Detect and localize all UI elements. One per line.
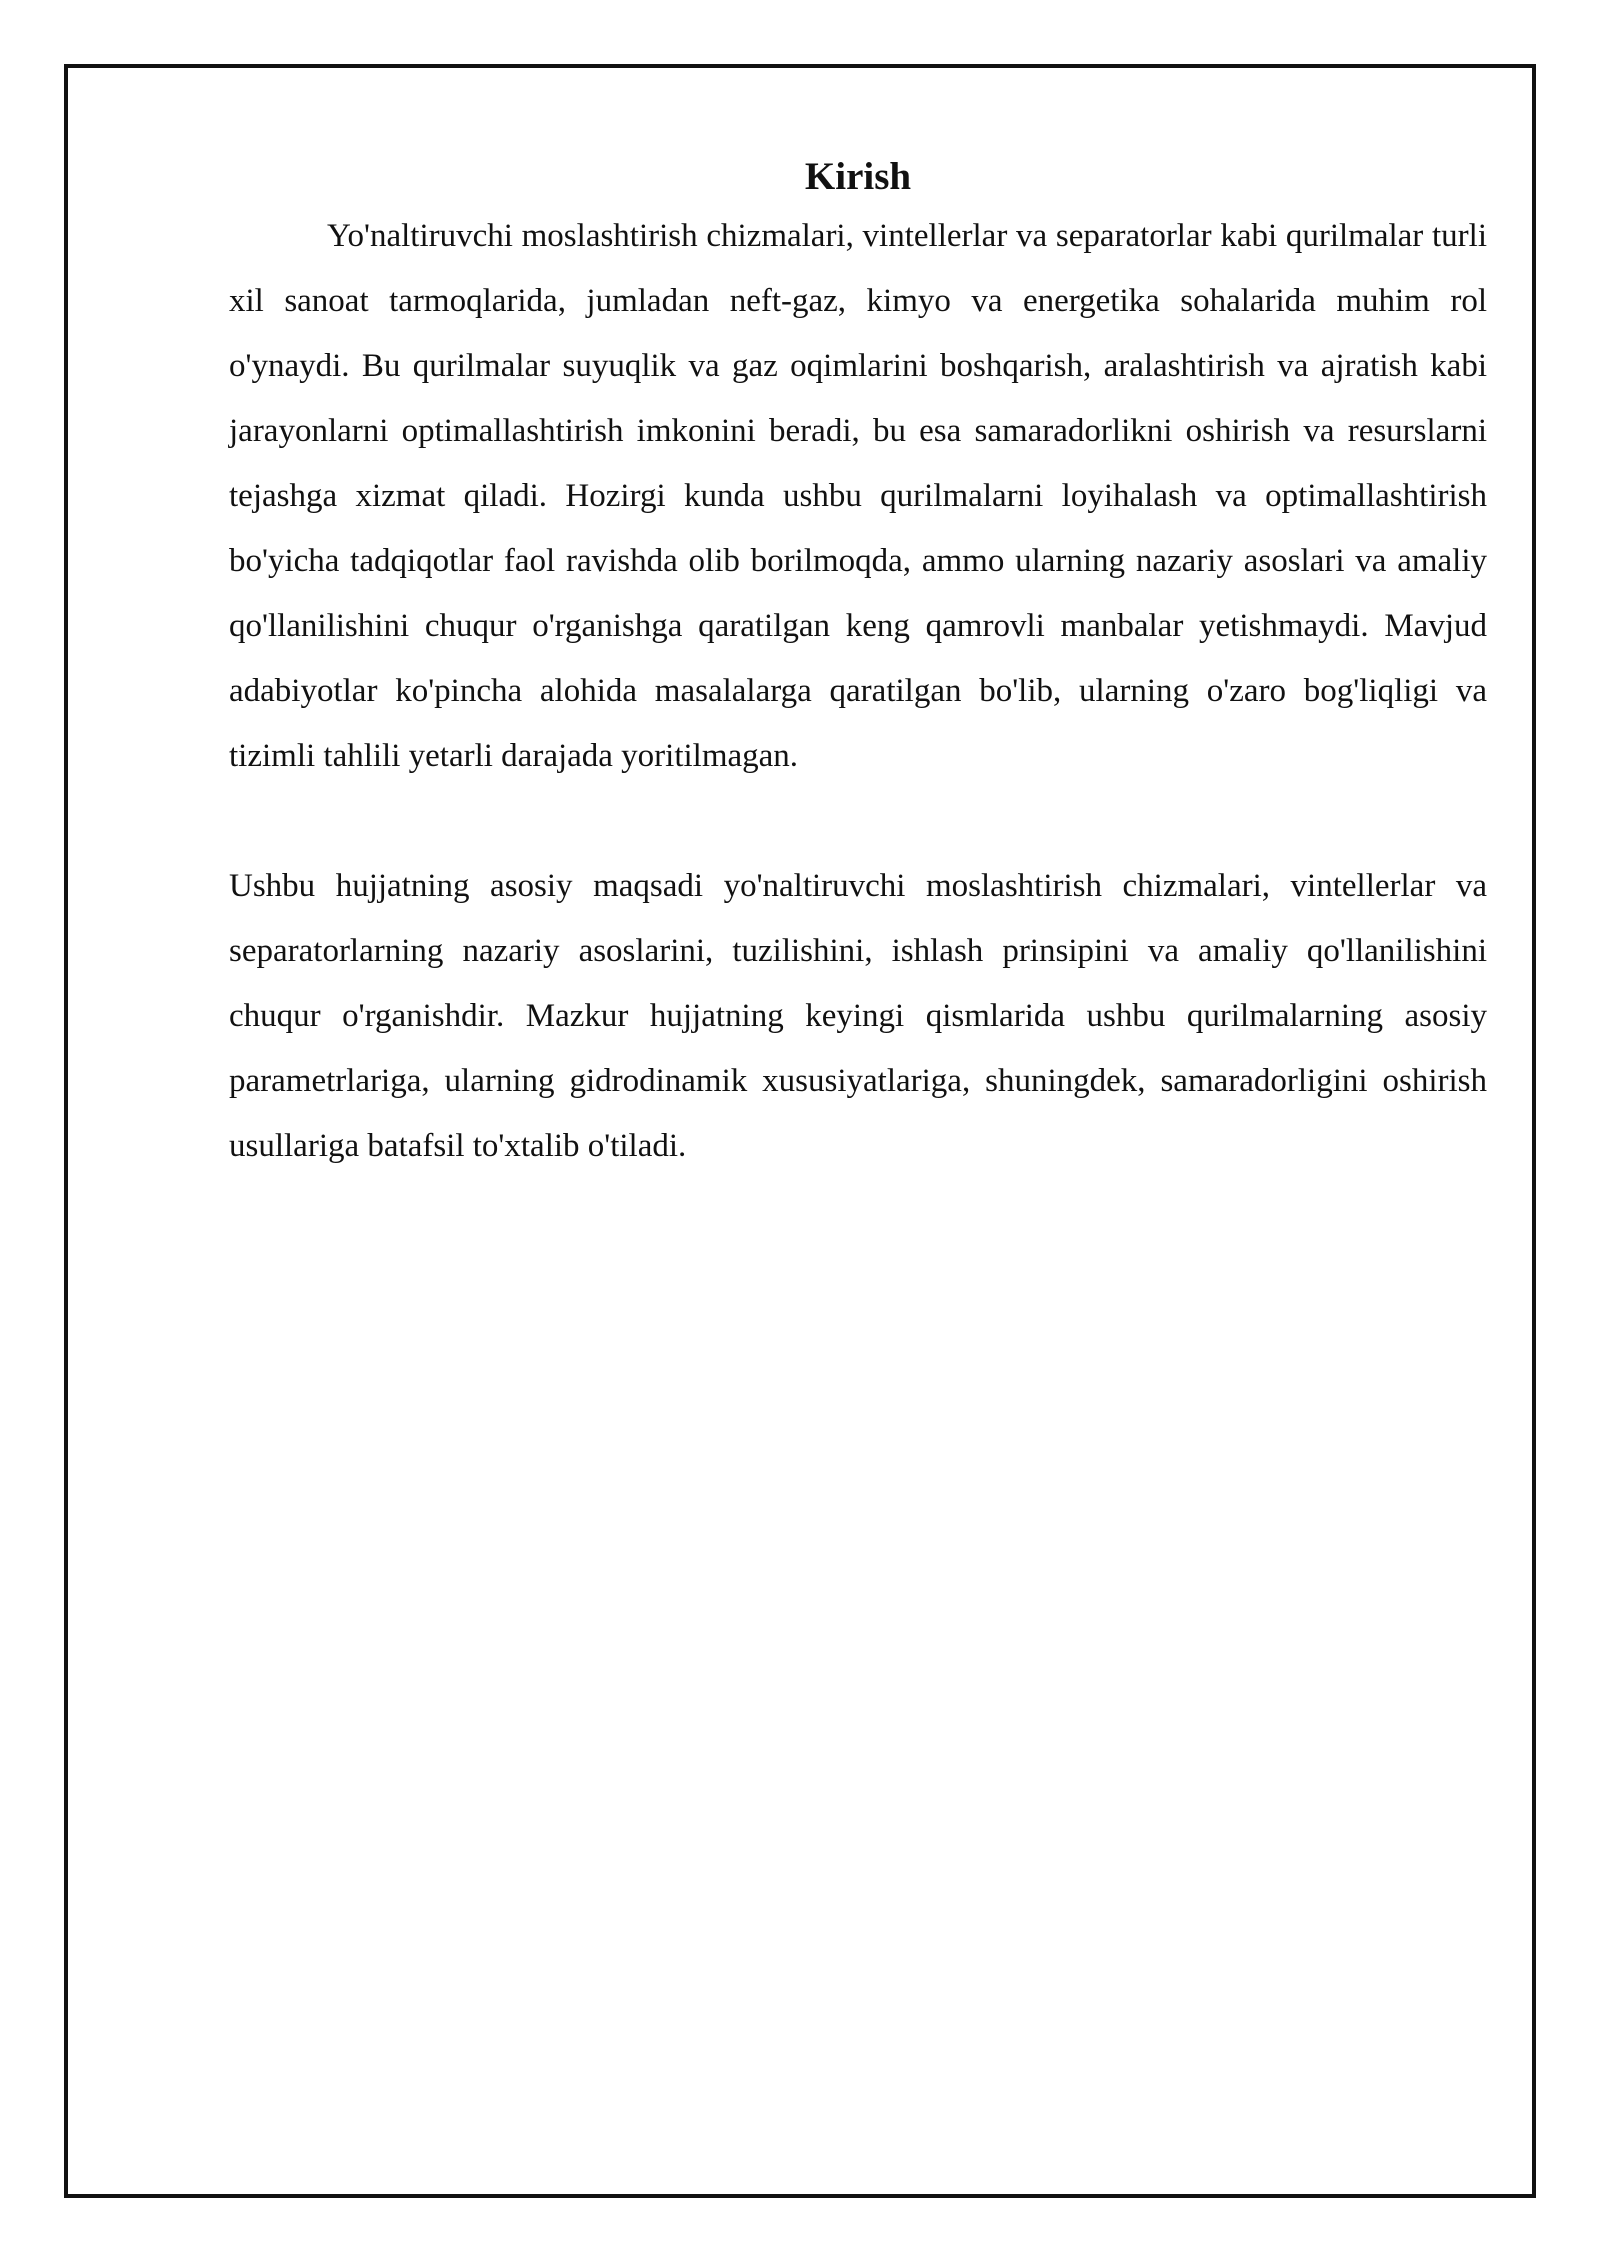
page-title: Kirish (804, 155, 912, 198)
intro-paragraph-2: Ushbu hujjatning asosiy maqsadi yo'naltiruvchi moslashtirish chizmalari, vintellerlar va separatorlarning nazariy asoslarini, tuzilishini, ishlash prinsipini va amaliy qo'llanilishini chuqur o'rganishdir. Mazkur hujjatning keyingi qismlarida ushbu qurilmalarning asosiy parametrlariga, ularning gidrodinamik xususiyatlariga, shuningdek, samaradorligini oshirish usullariga batafsil to'xtalib o'tiladi. (229, 868, 1487, 1164)
document-body (229, 150, 1487, 1179)
intro-paragraph-1: Yo'naltiruvchi moslashtirish chizmalari, vintellerlar va separatorlar kabi qurilmalar turli xil sanoat tarmoqlarida, jumladan neft-gaz, kimyo va energetika sohalarida muhim rol o'ynaydi. Bu qurilmalar suyuqlik va gaz oqimlarini boshqarish, aralashtirish va ajratish kabi jarayonlarni optimallashtirish imkonini beradi, bu esa samaradorlikni oshirish va resurslarni tejashga xizmat qiladi. Hozirgi kunda ushbu qurilmalarni loyihalash va optimallashtirish bo'yicha tadqiqotlar faol ravishda olib borilmoqda, ammo ularning nazariy asoslari va amaliy qo'llanilishini chuqur o'rganishga qaratilgan keng qamrovli manbalar yetishmaydi. Mavjud adabiyotlar ko'pincha alohida masalalarga qaratilgan bo'lib, ularning o'zaro bog'liqligi va tizimli tahlili yetarli darajada yoritilmagan. (229, 218, 1487, 774)
